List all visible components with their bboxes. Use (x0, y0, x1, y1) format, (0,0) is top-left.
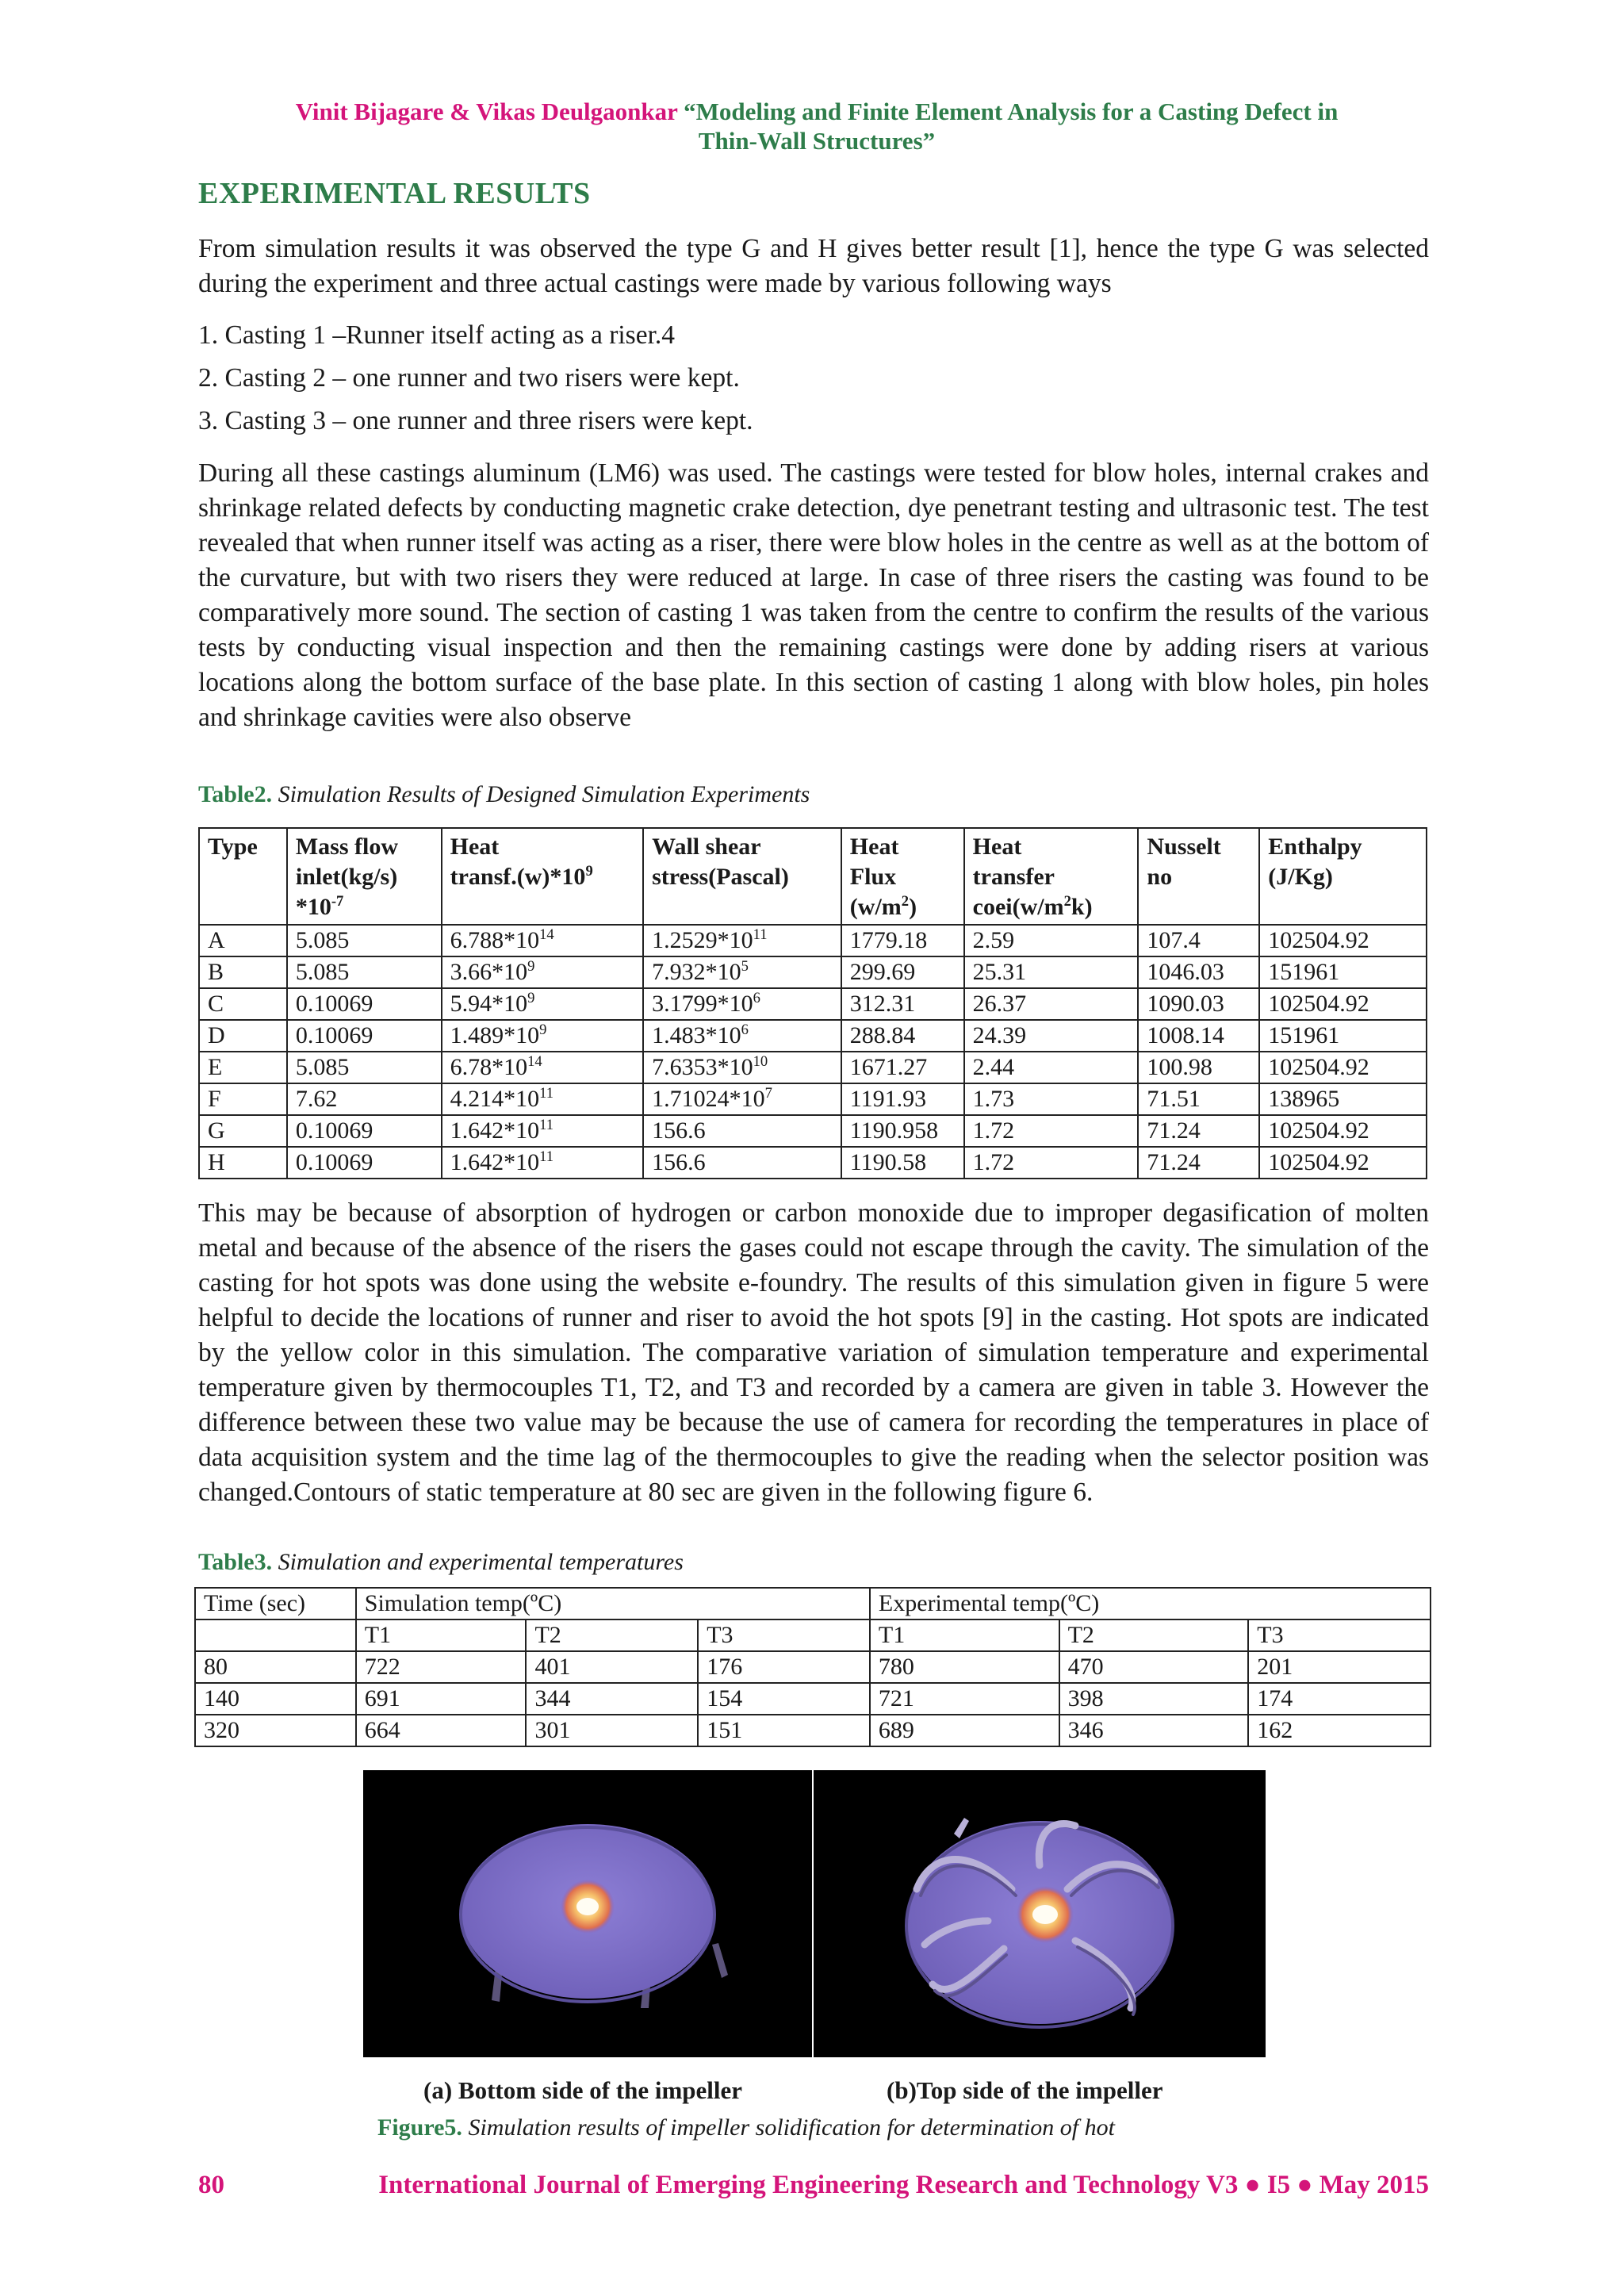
cell-s2: 301 (526, 1715, 698, 1746)
cell-type: F (199, 1083, 287, 1115)
cell-heat-transfer: $5.94*10^9$ (442, 988, 643, 1020)
table-row (199, 1147, 1427, 1179)
cell-type: C (199, 988, 287, 1020)
cell-heat-transfer: $1.642*10^{11}$ (442, 1115, 643, 1147)
table-row (195, 1651, 1431, 1683)
table-row (199, 988, 1427, 1020)
table3-caption-text: Simulation and experimental temperatures (278, 1549, 684, 1575)
cell-heat-coeff: 1.72 (964, 1115, 1139, 1147)
col-wall-shear: Wall shear stress(Pascal) (643, 828, 841, 925)
table-header-row (195, 1588, 1431, 1619)
simulation-results-table (198, 827, 1427, 1179)
table3-caption (198, 1549, 684, 1576)
cell-s2: 344 (526, 1683, 698, 1715)
paragraph-castings: During all these castings aluminum (LM6) was used. The castings were tested for blow holes, internal crakes and shrinkage related defects by conducting magnetic crake detection, dye penetrant testing and ultrasonic test. The test revealed that when runner itself was acting as a riser, there were blow holes in the centre as well as at the bottom of the curvature, but with two risers they were reduced at large. In case of three risers the casting was found to be comparatively more sound. The section of casting 1 was taken from the centre to confirm the results of the various tests by conducting visual inspection and then the remaining castings were done by adding risers at various locations along the bottom surface of the base plate. In this section of casting 1 along with blow holes, pin holes and shrinkage cavities were also observe (198, 458, 1429, 732)
col-nusselt: Nusselt no (1138, 828, 1259, 925)
col-experimental-temp: Experimental temp(ºC) (870, 1588, 1431, 1619)
header-title-line1: “Modeling and Finite Element Analysis for a Casting Defect in (684, 98, 1339, 125)
cell-e1: 689 (870, 1715, 1059, 1746)
cell-heat-flux: 312.31 (841, 988, 964, 1020)
table-row (199, 1020, 1427, 1052)
cell-wall-shear: $1.71024*10^7$ (643, 1083, 841, 1115)
cell-enthalpy: 102504.92 (1259, 988, 1427, 1020)
table-row (199, 925, 1427, 956)
table2-caption (198, 781, 810, 808)
table-row (195, 1715, 1431, 1746)
table-row (195, 1683, 1431, 1715)
table-row (199, 956, 1427, 988)
cell-mass-flow: 0.10069 (287, 1115, 442, 1147)
cell-wall-shear: $1.483*10^6$ (643, 1020, 841, 1052)
table-row (199, 1052, 1427, 1083)
cell-enthalpy: 102504.92 (1259, 1052, 1427, 1083)
figure5b-top-impeller-image (814, 1770, 1266, 2057)
table-subheader-row (195, 1619, 1431, 1651)
cell-s3: 154 (698, 1683, 870, 1715)
cell-heat-flux: 1779.18 (841, 925, 964, 956)
cell-type: E (199, 1052, 287, 1083)
paragraph-discussion: This may be because of absorption of hydrogen or carbon monoxide due to improper degasification of molten metal and because of the absence of the risers the gases could not escape through the cavity. The simulation of the casting for hot spots was done using the website e-foundry. The results of this simulation given in figure 5 were helpful to decide the locations of runner and riser to avoid the hot spots [9] in the casting. Hot spots are indicated by the yellow color in this simulation. The comparative variation of simulation temperature and experimental temperature given by thermocouples T1, T2, and T3 and recorded by a camera are given in table 3. However the difference between these two value may be because the use of camera for recording the temperatures in place of data acquisition system and the time lag of the thermocouples to give the reading when the selector position was changed.Contours of static temperature at 80 sec are given in the following figure 6. (198, 1198, 1429, 1507)
cell-heat-coeff: 1.73 (964, 1083, 1139, 1115)
cell-e3: 162 (1248, 1715, 1431, 1746)
figure5a-bottom-impeller-image (363, 1770, 812, 2057)
cell-nusselt: 1008.14 (1138, 1020, 1259, 1052)
figure5-caption-text: Simulation results of impeller solidification for determination of hot (468, 2114, 1115, 2141)
cell-type: B (199, 956, 287, 988)
list-item: 2. Casting 2 – one runner and two risers were kept. (198, 363, 740, 393)
cell-heat-flux: 1190.58 (841, 1147, 964, 1179)
figure5 (363, 1770, 1266, 2057)
cell-mass-flow: 0.10069 (287, 988, 442, 1020)
cell-enthalpy: 138965 (1259, 1083, 1427, 1115)
cell-s1: 664 (356, 1715, 527, 1746)
cell-enthalpy: 102504.92 (1259, 1115, 1427, 1147)
cell-enthalpy: 102504.92 (1259, 925, 1427, 956)
cell-e2: 346 (1059, 1715, 1249, 1746)
col-mass-flow: Mass flow inlet(kg/s) $*10^{-7}$ (287, 828, 442, 925)
cell-mass-flow: 5.085 (287, 925, 442, 956)
cell-wall-shear: $1.2529*10^{11}$ (643, 925, 841, 956)
header-authors: Vinit Bijagare & Vikas Deulgaonkar (295, 98, 678, 125)
section-title: EXPERIMENTAL RESULTS (198, 177, 591, 210)
cell-s1: 691 (356, 1683, 527, 1715)
cell-wall-shear: $7.932*10^5$ (643, 956, 841, 988)
cell-e1: 721 (870, 1683, 1059, 1715)
cell-enthalpy: 151961 (1259, 956, 1427, 988)
cell-enthalpy: 151961 (1259, 1020, 1427, 1052)
cell-type: G (199, 1115, 287, 1147)
cell-e3: 174 (1248, 1683, 1431, 1715)
cell-wall-shear: 156.6 (643, 1115, 841, 1147)
table-row (199, 1115, 1427, 1147)
page-number: 80 (198, 2171, 224, 2199)
paragraph-intro: From simulation results it was observed the type G and H gives better result [1], hence the type G was selected during the experiment and three actual castings were made by various following ways (198, 234, 1429, 298)
cell-heat-coeff: 2.59 (964, 925, 1139, 956)
cell-mass-flow: 0.10069 (287, 1147, 442, 1179)
sub-col: T2 (1059, 1619, 1249, 1651)
col-heat-flux: Heat Flux $(w/m^2)$ (841, 828, 964, 925)
cell-s3: 176 (698, 1651, 870, 1683)
cell-heat-flux: 1190.958 (841, 1115, 964, 1147)
cell-heat-transfer: $6.788*10^{14}$ (442, 925, 643, 956)
list-item: 3. Casting 3 – one runner and three risers were kept. (198, 406, 753, 435)
cell-s2: 401 (526, 1651, 698, 1683)
list-item: 1. Casting 1 –Runner itself acting as a riser.4 (198, 320, 676, 350)
castings-list (198, 314, 1429, 443)
cell-mass-flow: 0.10069 (287, 1020, 442, 1052)
cell-mass-flow: 5.085 (287, 956, 442, 988)
cell-mass-flow: 7.62 (287, 1083, 442, 1115)
cell-heat-coeff: 1.72 (964, 1147, 1139, 1179)
table-row (199, 1083, 1427, 1115)
col-enthalpy: Enthalpy (J/Kg) (1259, 828, 1427, 925)
cell-heat-coeff: 26.37 (964, 988, 1139, 1020)
cell-type: D (199, 1020, 287, 1052)
table3-label: Table3. (198, 1549, 273, 1575)
cell-type: H (199, 1147, 287, 1179)
cell-nusselt: 71.51 (1138, 1083, 1259, 1115)
sub-col: T2 (526, 1619, 698, 1651)
cell-nusselt: 1046.03 (1138, 956, 1259, 988)
cell-s1: 722 (356, 1651, 527, 1683)
cell-nusselt: 71.24 (1138, 1115, 1259, 1147)
cell-s3: 151 (698, 1715, 870, 1746)
sub-col: T3 (698, 1619, 870, 1651)
cell-type: A (199, 925, 287, 956)
cell-e2: 398 (1059, 1683, 1249, 1715)
cell-time: 320 (195, 1715, 356, 1746)
cell-heat-flux: 299.69 (841, 956, 964, 988)
sub-col: T1 (356, 1619, 527, 1651)
cell-e2: 470 (1059, 1651, 1249, 1683)
journal-name: International Journal of Emerging Engineering Research and Technology V3 ● I5 ● May 2015 (378, 2171, 1429, 2199)
header-title-line2: Thin-Wall Structures” (698, 127, 936, 155)
sub-col: T1 (870, 1619, 1059, 1651)
figure5b-subcaption: (b)Top side of the impeller (887, 2076, 1163, 2104)
cell-nusselt: 107.4 (1138, 925, 1259, 956)
col-type: Type (199, 828, 287, 925)
figure5-caption (377, 2114, 1115, 2141)
cell-nusselt: 71.24 (1138, 1147, 1259, 1179)
cell-heat-transfer: $3.66*10^9$ (442, 956, 643, 988)
cell-time: 140 (195, 1683, 356, 1715)
cell-heat-transfer: $4.214*10^{11}$ (442, 1083, 643, 1115)
col-heat-transfer-coeff: Heat transfer $coei(w/m^2k)$ (964, 828, 1139, 925)
running-header (198, 97, 1435, 155)
col-time: Time (sec) (195, 1588, 356, 1619)
cell-enthalpy: 102504.92 (1259, 1147, 1427, 1179)
table-header-row (199, 828, 1427, 925)
cell-nusselt: 1090.03 (1138, 988, 1259, 1020)
sub-col: T3 (1248, 1619, 1431, 1651)
cell-wall-shear: $3.1799*10^6$ (643, 988, 841, 1020)
cell-wall-shear: $7.6353*10^{10}$ (643, 1052, 841, 1083)
cell-heat-coeff: 2.44 (964, 1052, 1139, 1083)
table2-caption-text: Simulation Results of Designed Simulation Experiments (278, 781, 810, 807)
col-simulation-temp: Simulation temp(ºC) (356, 1588, 870, 1619)
cell-heat-transfer: $1.489*10^9$ (442, 1020, 643, 1052)
figure5-label: Figure5. (377, 2114, 462, 2141)
cell-mass-flow: 5.085 (287, 1052, 442, 1083)
cell-e3: 201 (1248, 1651, 1431, 1683)
cell-heat-coeff: 25.31 (964, 956, 1139, 988)
cell-heat-coeff: 24.39 (964, 1020, 1139, 1052)
cell-heat-transfer: $6.78*10^{14}$ (442, 1052, 643, 1083)
cell-e1: 780 (870, 1651, 1059, 1683)
col-heat-transfer: Heat $transf.(w)*10^9$ (442, 828, 643, 925)
temperature-table (194, 1587, 1431, 1747)
table2-label: Table2. (198, 781, 273, 807)
cell-wall-shear: 156.6 (643, 1147, 841, 1179)
cell-time: 80 (195, 1651, 356, 1683)
cell-heat-transfer: $1.642*10^{11}$ (442, 1147, 643, 1179)
cell-heat-flux: 1671.27 (841, 1052, 964, 1083)
figure5a-subcaption: (a) Bottom side of the impeller (423, 2076, 743, 2104)
cell-heat-flux: 288.84 (841, 1020, 964, 1052)
cell-heat-flux: 1191.93 (841, 1083, 964, 1115)
cell-nusselt: 100.98 (1138, 1052, 1259, 1083)
